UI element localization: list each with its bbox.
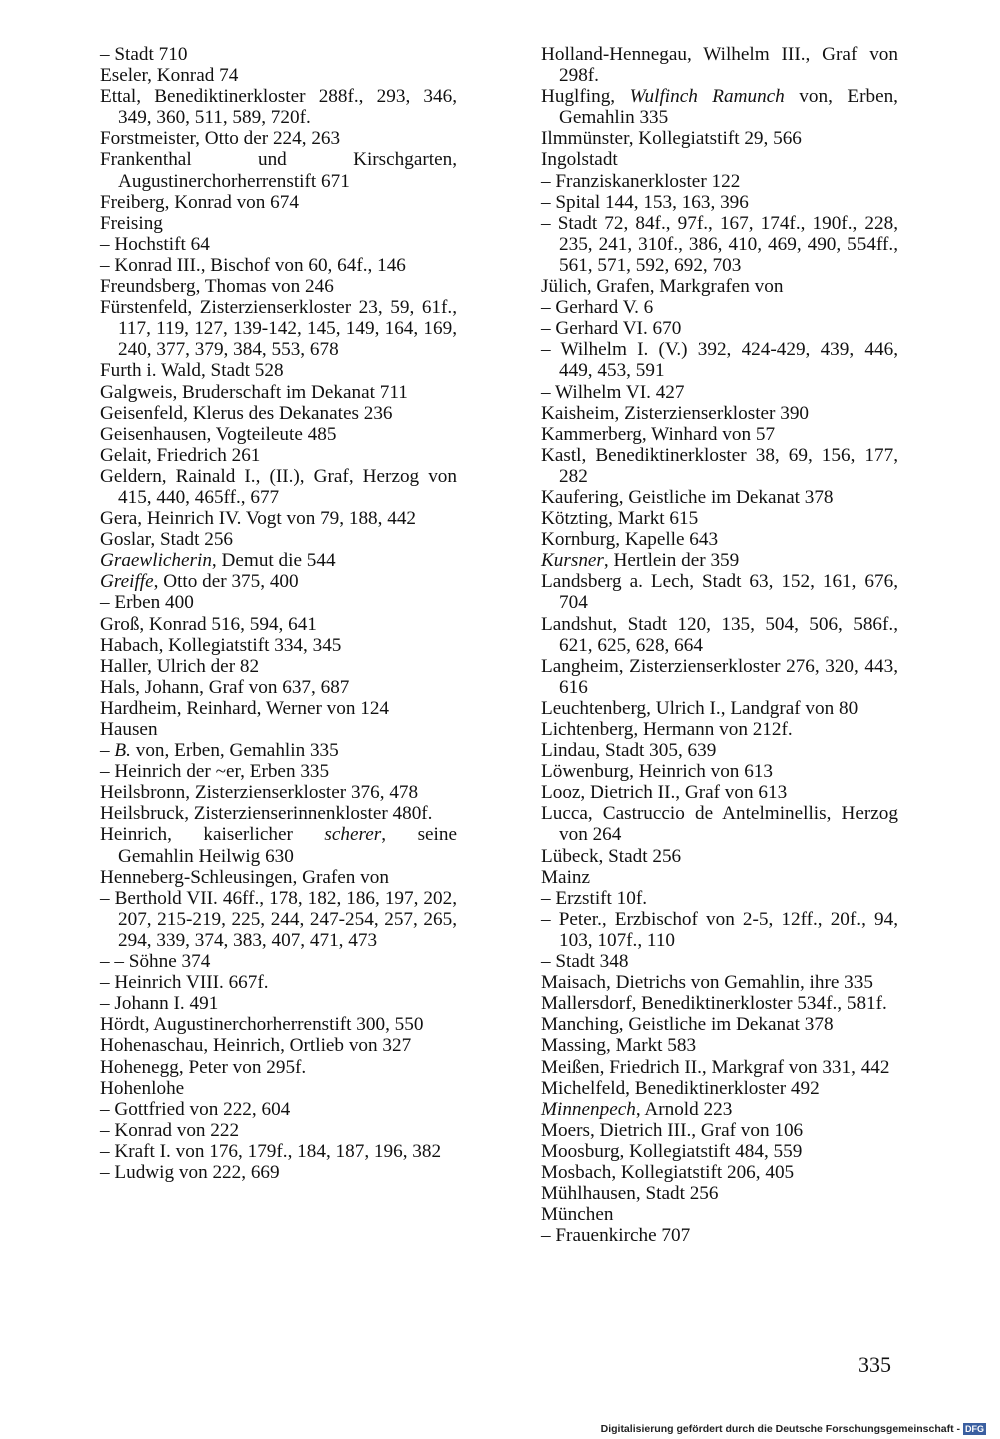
index-entry xyxy=(541,803,898,845)
index-entry xyxy=(100,128,457,149)
index-entry-text: – Spital 144, 153, 163, 396 xyxy=(541,191,749,213)
index-entry xyxy=(541,1078,898,1099)
index-entry xyxy=(100,1035,457,1056)
index-entry xyxy=(541,550,898,571)
index-entry-text: Fürstenfeld, Zisterzienserkloster 23, 59, 61f., 117, 119, 127, 139-142, 145, 149, 164, 169, 240, 377, 379, 384, 553, 678 xyxy=(100,297,457,361)
index-entry xyxy=(100,445,457,466)
index-entry xyxy=(541,698,898,719)
index-entry xyxy=(100,86,457,128)
index-entry-text: Gera, Heinrich IV. Vogt von 79, 188, 442 xyxy=(100,508,417,530)
index-entry xyxy=(541,1099,898,1120)
index-entry xyxy=(541,529,898,550)
index-entry xyxy=(541,192,898,213)
index-entry xyxy=(100,1078,457,1099)
index-entry-text: Moers, Dietrich III., Graf von 106 xyxy=(541,1119,804,1141)
index-entry-text: – Wilhelm I. (V.) 392, 424-429, 439, 446, 449, 453, 591 xyxy=(541,339,898,382)
index-entry-text: Hohenlohe xyxy=(100,1077,185,1099)
index-entry xyxy=(541,993,898,1014)
index-entry xyxy=(541,1183,898,1204)
index-entry xyxy=(541,614,898,656)
index-entry xyxy=(100,382,457,403)
index-entry xyxy=(100,297,457,360)
index-entry xyxy=(100,65,457,86)
index-entry-text: , Demut die 544 xyxy=(211,550,336,572)
index-entry-text: Ilmmünster, Kollegiatstift 29, 566 xyxy=(541,128,802,150)
index-entry xyxy=(541,213,898,276)
index-entry xyxy=(100,656,457,677)
index-entry-text: Kötzting, Markt 615 xyxy=(541,508,699,530)
index-entry xyxy=(541,276,898,297)
index-entry-text: Eseler, Konrad 74 xyxy=(100,65,239,87)
index-entry xyxy=(541,339,898,381)
index-entry-text: – Stadt 348 xyxy=(541,951,629,973)
index-entry xyxy=(100,1014,457,1035)
index-entry-text: Gelait, Friedrich 261 xyxy=(100,444,261,466)
index-entry xyxy=(100,782,457,803)
index-entry-text: von, Erben, Gemahlin 335 xyxy=(130,740,339,762)
index-entry xyxy=(100,867,457,888)
index-entry-italic-text: scherer xyxy=(324,824,382,846)
index-entry-text: – Gerhard V. 6 xyxy=(541,297,654,319)
index-entry xyxy=(100,571,457,592)
index-entry-text: Leuchtenberg, Ulrich I., Landgraf von 80 xyxy=(541,697,859,719)
index-entry xyxy=(541,1204,898,1225)
index-entry-text: Geisenhausen, Vogteileute 485 xyxy=(100,423,337,445)
index-entry-text: Meißen, Friedrich II., Markgraf von 331, 442 xyxy=(541,1056,890,1078)
index-entry-text: – Gottfried von 222, 604 xyxy=(100,1098,291,1120)
index-entry-text: – Ludwig von 222, 669 xyxy=(100,1161,280,1183)
index-entry xyxy=(100,972,457,993)
index-entry-text: Jülich, Grafen, Markgrafen von xyxy=(541,276,784,298)
index-entry xyxy=(100,993,457,1014)
index-entry xyxy=(100,550,457,571)
index-entry-text: – Stadt 710 xyxy=(100,44,188,65)
index-entry-text: Looz, Dietrich II., Graf von 613 xyxy=(541,782,788,804)
index-entry-text: Lucca, Castruccio de Antelminellis, Herzog von 264 xyxy=(541,803,898,846)
index-entry xyxy=(100,740,457,761)
index-entry xyxy=(541,972,898,993)
index-entry xyxy=(100,951,457,972)
index-entry xyxy=(100,44,457,65)
index-entry xyxy=(100,360,457,381)
index-entry xyxy=(541,403,898,424)
index-entry-text: Huglfing, xyxy=(541,86,630,108)
index-entry-text: Geldern, Rainald I., (II.), Graf, Herzog von 415, 440, 465ff., 677 xyxy=(100,465,457,508)
index-entry xyxy=(541,318,898,339)
index-entry-text: Landsberg a. Lech, Stadt 63, 152, 161, 676, 704 xyxy=(541,571,898,614)
index-entry-text: Kornburg, Kapelle 643 xyxy=(541,529,719,551)
index-entry xyxy=(100,761,457,782)
index-entry-text: Löwenburg, Heinrich von 613 xyxy=(541,761,773,783)
index-entry xyxy=(541,909,898,951)
index-entry-italic-text: Graewlicherin xyxy=(100,550,212,572)
index-entry-text: Manching, Geistliche im Dekanat 378 xyxy=(541,1014,834,1036)
index-entry xyxy=(541,888,898,909)
index-entry-text: – Peter., Erzbischof von 2-5, 12ff., 20f., 94, 103, 107f., 110 xyxy=(541,908,898,951)
index-entry xyxy=(100,614,457,635)
index-entry xyxy=(100,149,457,191)
index-entry-text: Groß, Konrad 516, 594, 641 xyxy=(100,613,317,635)
index-entry-text: Freising xyxy=(100,212,163,234)
index-entry xyxy=(100,803,457,824)
index-entry-text: Hohenaschau, Heinrich, Ortlieb von 327 xyxy=(100,1035,412,1057)
index-entry xyxy=(100,698,457,719)
index-entry xyxy=(100,888,457,951)
index-entry xyxy=(541,656,898,698)
index-entry-text: Kaufering, Geistliche im Dekanat 378 xyxy=(541,486,834,508)
index-entry xyxy=(100,1162,457,1183)
index-entry-text: – Franziskanerkloster 122 xyxy=(541,170,741,192)
index-entry-text: Lichtenberg, Hermann von 212f. xyxy=(541,719,793,740)
index-entry xyxy=(541,782,898,803)
index-entry-italic-text: Greiffe xyxy=(100,571,154,593)
index-entry-text: Mosbach, Kollegiatstift 206, 405 xyxy=(541,1161,795,1183)
index-entry-text: Ingolstadt xyxy=(541,149,618,171)
index-entry-text: – Konrad III., Bischof von 60, 64f., 146 xyxy=(100,254,406,276)
index-entry-text: Kastl, Benediktinerkloster 38, 69, 156, 177, 282 xyxy=(541,444,898,487)
index-entry-text: Heinrich, kaiserlicher xyxy=(100,824,325,846)
footer-credit-text: Digitalisierung gefördert durch die Deutsche Forschungsgemeinschaft - xyxy=(600,1423,960,1435)
index-entry-text: Landshut, Stadt 120, 135, 504, 506, 586f., 621, 625, 628, 664 xyxy=(541,613,898,656)
index-entry-text: Freiberg, Konrad von 674 xyxy=(100,191,299,213)
index-entry xyxy=(100,234,457,255)
index-entry-text: Furth i. Wald, Stadt 528 xyxy=(100,360,284,382)
index-entry xyxy=(100,1057,457,1078)
index-entry xyxy=(541,761,898,782)
index-entry xyxy=(541,445,898,487)
index-entry-text: München xyxy=(541,1204,614,1226)
index-entry-text: – – Söhne 374 xyxy=(100,951,211,973)
index-entry-text: Heilsbronn, Zisterzienserkloster 376, 478 xyxy=(100,782,419,804)
footer-credit xyxy=(601,1423,986,1435)
index-entry xyxy=(541,171,898,192)
index-entry xyxy=(541,1120,898,1141)
index-entry xyxy=(100,592,457,613)
index-entry xyxy=(541,149,898,170)
index-entry xyxy=(541,867,898,888)
index-entry xyxy=(100,1099,457,1120)
index-entry xyxy=(541,487,898,508)
index-entry xyxy=(541,1225,898,1246)
index-entry xyxy=(541,719,898,740)
index-entry-text: – Johann I. 491 xyxy=(100,993,219,1015)
index-entry-text: – Heinrich der ~er, Erben 335 xyxy=(100,761,330,783)
index-entry xyxy=(100,1120,457,1141)
index-entry-text: – Berthold VII. 46ff., 178, 182, 186, 197, 202, 207, 215-219, 225, 244, 247-254, 257, 265, 294, 339, 374, 383, 407, 471, 473 xyxy=(100,887,457,951)
index-entry xyxy=(541,846,898,867)
index-entry xyxy=(100,213,457,234)
index-entry-text: , Arnold 223 xyxy=(635,1098,733,1120)
index-entry-text: Lübeck, Stadt 256 xyxy=(541,845,682,867)
index-entry-text: Kammerberg, Winhard von 57 xyxy=(541,423,776,445)
index-column-right xyxy=(541,44,898,1246)
index-entry-text: – Erzstift 10f. xyxy=(541,887,648,909)
index-entry-text: Mallersdorf, Benediktinerkloster 534f., 581f. xyxy=(541,993,887,1015)
index-entry xyxy=(541,1141,898,1162)
index-entry-italic-text: Wulfinch Ramunch xyxy=(629,86,785,108)
index-entry-text: Habach, Kollegiatstift 334, 345 xyxy=(100,634,342,656)
index-entry xyxy=(541,571,898,613)
index-entry-text: Forstmeister, Otto der 224, 263 xyxy=(100,128,341,150)
index-entry-text: von, Erben, Gemahlin 335 xyxy=(559,86,898,129)
index-entry xyxy=(541,382,898,403)
index-entry-text: Hausen xyxy=(100,719,158,740)
index-entry-text: , Hertlein der 359 xyxy=(603,550,740,572)
index-entry-text: Goslar, Stadt 256 xyxy=(100,529,234,551)
index-entry-text: – Gerhard VI. 670 xyxy=(541,318,682,340)
page-number: 335 xyxy=(858,1352,891,1377)
index-entry xyxy=(541,1035,898,1056)
index-entry xyxy=(100,255,457,276)
index-entry xyxy=(100,424,457,445)
index-entry-text: – Stadt 72, 84f., 97f., 167, 174f., 190f., 228, 235, 241, 310f., 386, 410, 469, 490, 554ff., 561, 571, 592, 692, 703 xyxy=(541,212,898,276)
index-entry-text: Henneberg-Schleusingen, Grafen von xyxy=(100,866,389,888)
index-entry-text: Heilsbruck, Zisterzienserinnenkloster 480f. xyxy=(100,803,433,825)
index-entry xyxy=(541,1014,898,1035)
index-entry xyxy=(541,424,898,445)
index-entry xyxy=(100,635,457,656)
index-column-left xyxy=(100,44,457,1183)
index-entry-text: Lindau, Stadt 305, 639 xyxy=(541,740,717,762)
index-entry-text: Massing, Markt 583 xyxy=(541,1035,697,1057)
index-entry-text: – Hochstift 64 xyxy=(100,233,210,255)
index-entry xyxy=(100,192,457,213)
index-entry-italic-text: Kursner xyxy=(541,550,604,572)
index-entry-text: Frankenthal und Kirschgarten, Augustinerchorherrenstift 671 xyxy=(100,149,457,192)
index-entry xyxy=(541,740,898,761)
index-entry xyxy=(541,44,898,86)
index-entry-text: Hohenegg, Peter von 295f. xyxy=(100,1056,307,1078)
index-entry-text: – Kraft I. von 176, 179f., 184, 187, 196, 382 xyxy=(100,1140,442,1162)
index-entry-text: Hardheim, Reinhard, Werner von 124 xyxy=(100,697,390,719)
index-entry-text: Langheim, Zisterzienserkloster 276, 320, 443, 616 xyxy=(541,655,898,698)
index-entry-text: – Frauenkirche 707 xyxy=(541,1225,691,1247)
index-entry-text: – xyxy=(100,740,115,762)
index-entry xyxy=(100,677,457,698)
index-entry-text: Haller, Ulrich der 82 xyxy=(100,655,260,677)
index-entry xyxy=(541,128,898,149)
index-entry-text: – Erben 400 xyxy=(100,592,194,614)
index-entry-text: Freundsberg, Thomas von 246 xyxy=(100,276,334,298)
index-entry xyxy=(100,508,457,529)
index-entry-italic-text: B. xyxy=(114,740,131,762)
index-entry-text: Galgweis, Bruderschaft im Dekanat 711 xyxy=(100,381,408,403)
index-entry xyxy=(100,276,457,297)
index-entry-text: , seine Gemahlin Heilwig 630 xyxy=(118,824,457,867)
index-entry-text: – Heinrich VIII. 667f. xyxy=(100,972,269,994)
index-entry xyxy=(100,719,457,740)
index-entry xyxy=(541,86,898,128)
index-entry xyxy=(541,1057,898,1078)
index-entry xyxy=(541,297,898,318)
index-entry-text: Michelfeld, Benediktinerkloster 492 xyxy=(541,1077,820,1099)
index-entry-text: Maisach, Dietrichs von Gemahlin, ihre 335 xyxy=(541,972,873,994)
index-entry-text: Holland-Hennegau, Wilhelm III., Graf von 298f. xyxy=(541,44,898,87)
index-entry-text: Geisenfeld, Klerus des Dekanates 236 xyxy=(100,402,393,424)
index-entry xyxy=(100,824,457,866)
index-entry-text: Moosburg, Kollegiatstift 484, 559 xyxy=(541,1140,803,1162)
index-entry xyxy=(100,466,457,508)
index-entry-text: – Wilhelm VI. 427 xyxy=(541,381,685,403)
index-entry-text: Ettal, Benediktinerkloster 288f., 293, 346, 349, 360, 511, 589, 720f. xyxy=(100,86,457,129)
index-entry xyxy=(100,529,457,550)
index-entry-text: Mühlhausen, Stadt 256 xyxy=(541,1183,719,1205)
index-entry-text: Kaisheim, Zisterzienserkloster 390 xyxy=(541,402,810,424)
index-entry xyxy=(100,403,457,424)
index-entry xyxy=(541,951,898,972)
index-entry-text: Hals, Johann, Graf von 637, 687 xyxy=(100,676,350,698)
dfg-logo-icon: DFG xyxy=(965,1424,984,1434)
index-entry xyxy=(100,1141,457,1162)
index-entry xyxy=(541,1162,898,1183)
index-entry xyxy=(541,508,898,529)
index-entry-text: Hördt, Augustinerchorherrenstift 300, 550 xyxy=(100,1014,424,1036)
index-entry-text: Mainz xyxy=(541,866,591,888)
index-entry-text: , Otto der 375, 400 xyxy=(153,571,299,593)
index-entry-italic-text: Minnenpech xyxy=(541,1098,636,1120)
index-entry-text: – Konrad von 222 xyxy=(100,1119,240,1141)
